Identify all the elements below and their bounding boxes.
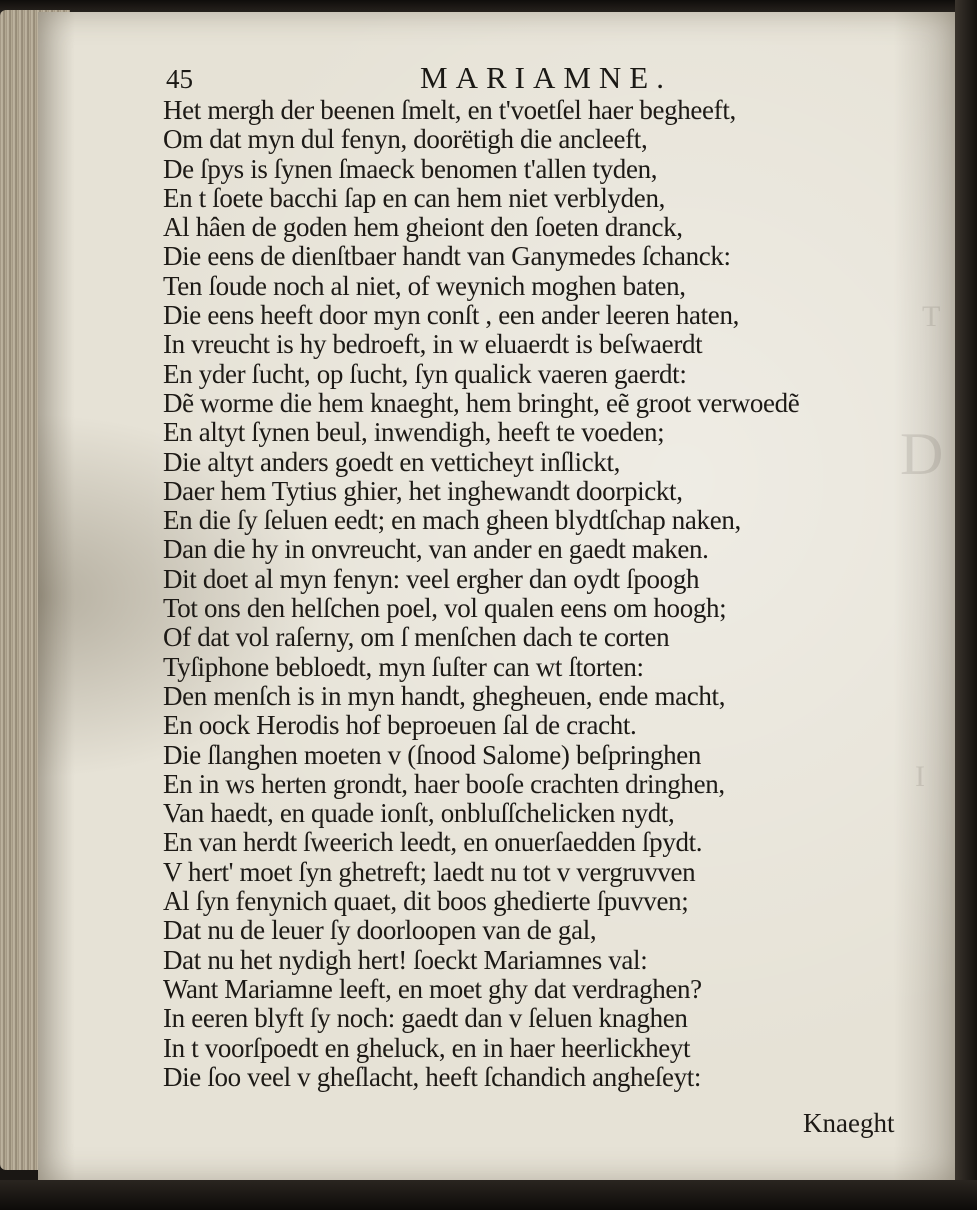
verse-line: V hert' moet ſyn ghetreft; laedt nu tot v vergruvven [163, 856, 696, 887]
verse-text [163, 96, 799, 1092]
verse-line: En altyt ſynen beul, inwendigh, heeft te voeden; [163, 417, 665, 448]
verse-line: Ten ſoude noch al niet, of weynich moghen baten, [163, 270, 686, 301]
verse-line: En oock Herodis hof beproeuen ſal de cracht. [163, 710, 637, 741]
book-bottom-edge [0, 1180, 977, 1210]
verse-line: Die ſoo veel v gheſlacht, heeft ſchandich angheſeyt: [163, 1061, 702, 1092]
verse-line: In eeren blyft ſy noch: gaedt dan v ſeluen knaghen [163, 1003, 688, 1034]
verse-line: Al hâen de goden hem gheiont den ſoeten dranck, [163, 212, 683, 243]
show-through-mark: I [915, 760, 925, 793]
verse-line: In t voorſpoedt en gheluck, en in haer heerlickheyt [163, 1032, 691, 1063]
verse-line: Van haedt, en quade ionſt, onbluſſchelicken nydt, [163, 798, 675, 829]
book-gutter [955, 0, 977, 1210]
running-head: MARIAMNE. [420, 60, 672, 95]
catchword: Knaeght [803, 1108, 895, 1138]
verse-line: Die eens heeft door myn conſt , een ander leeren haten, [163, 300, 739, 331]
verse-line: Dit doet al myn fenyn: veel ergher dan oydt ſpoogh [163, 563, 700, 594]
verse-line: En t ſoete bacchi ſap en can hem niet verblyden, [163, 182, 665, 213]
verse-line: Den menſch is in myn handt, ghegheuen, ende macht, [163, 680, 726, 711]
verse-line: Of dat vol raſerny, om ſ menſchen dach te corten [163, 622, 670, 653]
page-number: 45 [166, 64, 193, 94]
verse-line: Tyſiphone bebloedt, myn ſuſter can wt ſtorten: [163, 651, 644, 682]
verse-line: Om dat myn dul fenyn, doorëtigh die ancleeft, [163, 124, 648, 155]
verse-line: In vreucht is hy bedroeft, in w eluaerdt is beſwaerdt [163, 329, 703, 360]
verse-line: Die eens de dienſtbaer handt van Ganymedes ſchanck: [163, 241, 731, 272]
verse-line: Die altyt anders goedt en vetticheyt inſlickt, [163, 446, 621, 477]
verse-line: Dẽ worme die hem knaeght, hem bringht, eẽ groot verwoedẽ [163, 387, 800, 418]
verse-line: Dat nu het nydigh hert! ſoeckt Mariamnes val: [163, 944, 648, 975]
verse-line: Het mergh der beenen ſmelt, en t'voetſel haer begheeft, [163, 95, 736, 125]
verse-line: En yder ſucht, op ſucht, ſyn qualick vaeren gaerdt: [163, 358, 687, 389]
verse-line: En in ws herten grondt, haer booſe crachten dringhen, [163, 768, 725, 799]
verse-line: En van herdt ſweerich leedt, en onuerſaedden ſpydt. [163, 827, 703, 858]
verse-line: Die ſlanghen moeten v (ſnood Salome) beſpringhen [163, 739, 702, 770]
verse-line: Tot ons den helſchen poel, vol qualen eens om hoogh; [163, 593, 727, 624]
verse-line: En die ſy ſeluen eedt; en mach gheen blydtſchap naken, [163, 505, 741, 536]
verse-line: Want Mariamne leeft, en moet ghy dat verdraghen? [163, 973, 702, 1004]
verse-line: Daer hem Tytius ghier, het inghewandt doorpickt, [163, 475, 683, 506]
verse-line: Al ſyn fenynich quaet, dit boos ghedierte ſpuvven; [163, 886, 689, 917]
show-through-mark: D [900, 421, 944, 487]
show-through-mark: T [922, 300, 941, 333]
verse-line: Dan die hy in onvreucht, van ander en gaedt maken. [163, 534, 709, 565]
verse-line: De ſpys is ſynen ſmaeck benomen t'allen tyden, [163, 153, 658, 184]
verse-line: Dat nu de leuer ſy doorloopen van de gal, [163, 915, 597, 946]
